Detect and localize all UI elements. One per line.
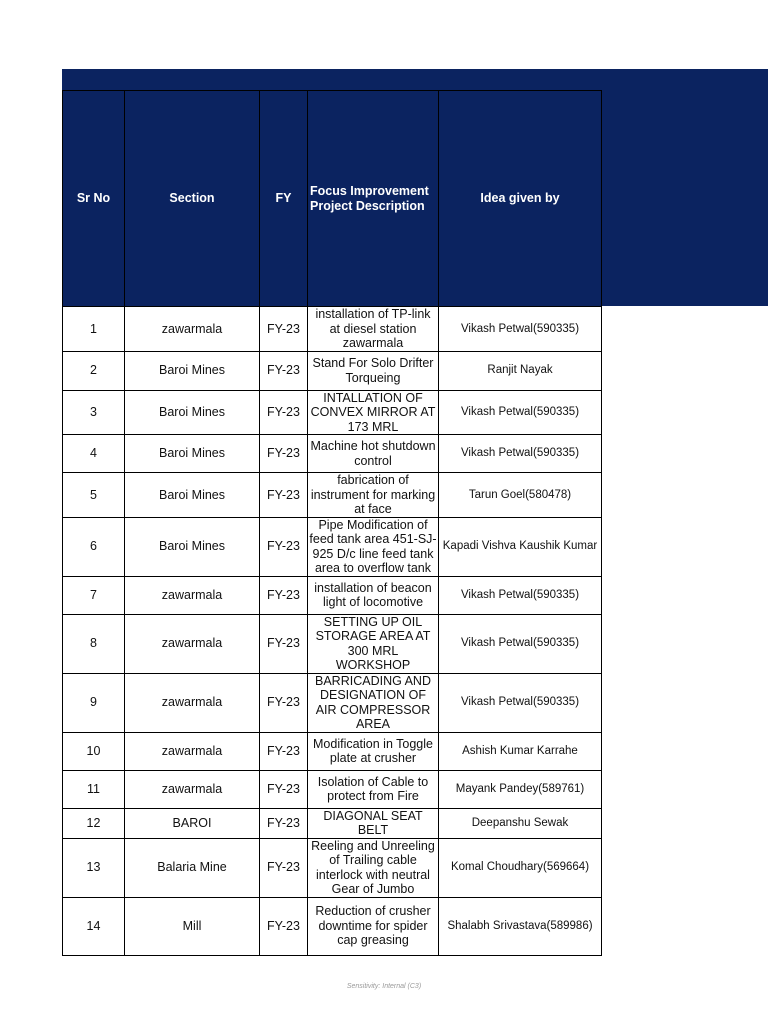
section-cell: zawarmala [125, 770, 260, 808]
sr-no-cell: 1 [63, 307, 125, 352]
idea-given-by-cell: Komal Choudhary(569664) [439, 838, 602, 897]
sr-no-cell: 13 [63, 838, 125, 897]
fy-cell: FY-23 [260, 808, 308, 838]
section-cell: zawarmala [125, 576, 260, 614]
sr-no-cell: 8 [63, 614, 125, 673]
idea-given-by-cell: Vikash Petwal(590335) [439, 673, 602, 732]
description-cell: DIAGONAL SEAT BELT [308, 808, 439, 838]
ideas-table [62, 90, 602, 956]
sr-no-cell: 6 [63, 517, 125, 576]
section-cell: BAROI [125, 808, 260, 838]
fy-cell: FY-23 [260, 390, 308, 435]
table-row [63, 732, 602, 770]
fy-cell: FY-23 [260, 473, 308, 518]
fy-cell: FY-23 [260, 576, 308, 614]
header-section: Section [125, 91, 260, 307]
table-row [63, 614, 602, 673]
header-fy: FY [260, 91, 308, 307]
idea-given-by-cell: Deepanshu Sewak [439, 808, 602, 838]
header-description: Focus Improvement Project Description [308, 91, 439, 307]
fy-cell: FY-23 [260, 838, 308, 897]
description-cell: INTALLATION OF CONVEX MIRROR AT 173 MRL [308, 390, 439, 435]
idea-given-by-cell: Ranjit Nayak [439, 351, 602, 390]
fy-cell: FY-23 [260, 732, 308, 770]
sr-no-cell: 7 [63, 576, 125, 614]
sr-no-cell: 5 [63, 473, 125, 518]
sensitivity-label: Sensitivity: Internal (C3) [346, 983, 422, 990]
sr-no-cell: 3 [63, 390, 125, 435]
table-row [63, 351, 602, 390]
section-cell: Baroi Mines [125, 517, 260, 576]
sr-no-cell: 11 [63, 770, 125, 808]
description-cell: installation of beacon light of locomotive [308, 576, 439, 614]
section-cell: Mill [125, 897, 260, 955]
idea-given-by-cell: Vikash Petwal(590335) [439, 435, 602, 473]
sr-no-cell: 14 [63, 897, 125, 955]
section-cell: Baroi Mines [125, 390, 260, 435]
description-cell: Modification in Toggle plate at crusher [308, 732, 439, 770]
description-cell: BARRICADING AND DESIGNATION OF AIR COMPRESSOR AREA [308, 673, 439, 732]
table-row [63, 435, 602, 473]
table-row [63, 473, 602, 518]
description-cell: Machine hot shutdown control [308, 435, 439, 473]
table-row [63, 808, 602, 838]
table-row [63, 517, 602, 576]
sr-no-cell: 9 [63, 673, 125, 732]
idea-given-by-cell: Tarun Goel(580478) [439, 473, 602, 518]
description-cell: Pipe Modification of feed tank area 451-SJ-925 D/c line feed tank area to overflow tank [309, 517, 437, 575]
section-cell: zawarmala [125, 673, 260, 732]
sr-no-cell: 4 [63, 435, 125, 473]
idea-given-by-cell: Vikash Petwal(590335) [439, 390, 602, 435]
table-row [63, 838, 602, 897]
section-cell: zawarmala [125, 614, 260, 673]
description-cell: Isolation of Cable to protect from Fire [308, 770, 439, 808]
description-cell: SETTING UP OIL STORAGE AREA AT 300 MRL WORKSHOP [308, 614, 439, 673]
idea-given-by-cell: Ashish Kumar Karrahe [439, 732, 602, 770]
table-row [63, 897, 602, 955]
fy-cell: FY-23 [260, 673, 308, 732]
fy-cell: FY-23 [260, 435, 308, 473]
idea-given-by-cell: Shalabh Srivastava(589986) [439, 897, 602, 955]
idea-given-by-cell: Vikash Petwal(590335) [439, 307, 602, 352]
table-row [63, 390, 602, 435]
section-cell: Baroi Mines [125, 351, 260, 390]
table-body [63, 307, 602, 956]
section-cell: Baroi Mines [125, 435, 260, 473]
fy-cell: FY-23 [260, 307, 308, 352]
sr-no-cell: 2 [63, 351, 125, 390]
description-cell: Reduction of crusher downtime for spider cap greasing [308, 897, 439, 955]
description-cell: Reeling and Unreeling of Trailing cable interlock with neutral Gear of Jumbo [308, 838, 439, 897]
fy-cell: FY-23 [260, 770, 308, 808]
idea-given-by-cell: Vikash Petwal(590335) [439, 614, 602, 673]
idea-given-by-cell: Mayank Pandey(589761) [439, 770, 602, 808]
table-row [63, 307, 602, 352]
description-cell: Stand For Solo Drifter Torqueing [308, 351, 439, 390]
idea-given-by-cell: Vikash Petwal(590335) [439, 576, 602, 614]
section-cell: Balaria Mine [125, 838, 260, 897]
table-row [63, 673, 602, 732]
header-sr-no: Sr No [63, 91, 125, 307]
table-row [63, 770, 602, 808]
section-cell: Baroi Mines [125, 473, 260, 518]
idea-given-by-cell: Kapadi Vishva Kaushik Kumar [439, 517, 602, 576]
fy-cell: FY-23 [260, 351, 308, 390]
description-cell: installation of TP-link at diesel station zawarmala [308, 307, 439, 352]
description-cell: fabrication of instrument for marking at face [308, 473, 439, 518]
header-row [63, 91, 602, 307]
table-row [63, 576, 602, 614]
header-idea-given-by: Idea given by [439, 91, 602, 307]
section-cell: zawarmala [125, 307, 260, 352]
fy-cell: FY-23 [260, 614, 308, 673]
section-cell: zawarmala [125, 732, 260, 770]
fy-cell: FY-23 [260, 517, 308, 576]
sr-no-cell: 10 [63, 732, 125, 770]
fy-cell: FY-23 [260, 897, 308, 955]
sr-no-cell: 12 [63, 808, 125, 838]
